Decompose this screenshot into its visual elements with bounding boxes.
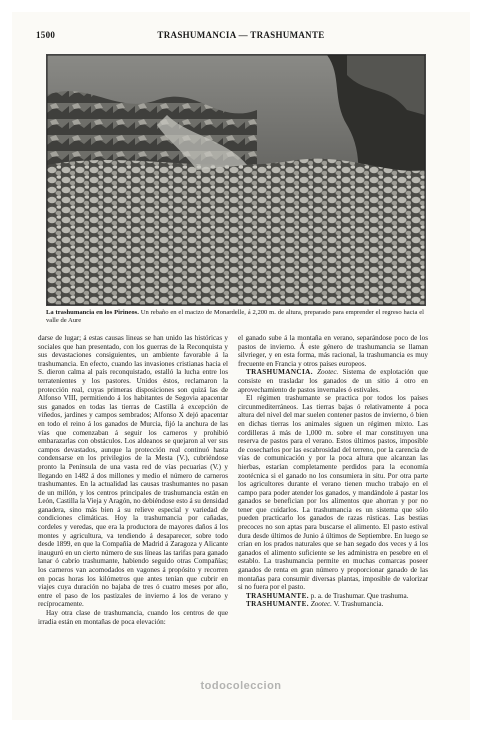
entry-definition: Sistema de explotación que consiste en trasladar los ganados de un sitio á otro en aprovechamiento de pastos invernales ó estivales.	[238, 368, 428, 394]
entry-term: TRASHUMANTE.	[246, 591, 309, 600]
page-number: 1500	[36, 30, 56, 40]
right-column	[238, 334, 428, 609]
paragraph: El régimen trashumante se practica por todos los países circunmediterráneos. Las tierras bajas ó relativamente á poca altura del nivel del mar suelen contener pastos de invierno, ó bien en dichas tierras los animales siguen un régimen mixto. Las cordilleras á más de 1,000 m. sobre el mar constituyen una reserva de pastos para el verano. Estos últimos pastos, imposible de cosecharlos por las escabrosidad del terreno, por la carencia de vías de comunicación y por la poca altura que alcanzan las hierbas, estarían completamente perdidos para la economía zootécnica si el ganado no los consumiera in situ. Por otra parte los agricultores durante el verano tienen mucho trabajo en el campo para poder atender los ganados, y mandándole á pastar los ganados se benefician por los alimentos que ahorran y por no tener que cuidarlos. La trashumancia es un sistema que sólo pueden practicarlo los ganados de razas rústicas. Las bestias precoces no son aptas para buscarse el alimento. El pasto estival dura desde últimos de Junio á últimos de Septiembre. En luego se crían en los prados naturales que se han segado dos veces y á los ganados el alimento suficiente se les administra en pesebre en el establo. La trashumancia permite en muchas comarcas poseer ganados de renta en gran número y proporcionar ganado de las montañas para consumir diversas plantas, imposible de valorizar si no fuera por el pasto.	[238, 394, 428, 592]
paragraph: Hay otra clase de trashumancia, cuando los centros de que irradia están en montañas de poca elevación:	[38, 609, 228, 626]
entry-definition: V. Trashumancia.	[333, 600, 384, 609]
dictionary-entry	[238, 592, 428, 601]
flock-photograph	[46, 54, 426, 306]
figure-caption	[46, 309, 424, 325]
entry-term: TRASHUMANCIA.	[246, 368, 313, 377]
entry-label: Zootec.	[317, 368, 339, 377]
caption-text: Un rebaño en el macizo de Monardelle, á 2,200 m. de altura, preparado para emprender el regreso hacia el valle de Aure	[46, 309, 424, 324]
entry-term: TRASHUMANTE.	[246, 600, 309, 609]
caption-lead: La trashumancia en los Pirineos.	[46, 309, 139, 316]
paragraph: darse de lugar; á estas causas lineas se han unido las históricas y sociales que han presentado, con los guerras de la Reconquista y sus devastaciones consiguientes, un ambiente favorable á la trashumancia. En efecto, cuando las invasiones cristianas hacia el S. dieron calma al país reconquistado, estalló la lucha entre los terratenientes y los pastores. Unidos éstos, reclamaron la protección real, cuyas primeras disposiciones son quizá las de Alfonso VIII, permitiendo á los habitantes de Segovia apacentar sus ganados en todas las tierras de Castilla á excepción de viñedos, jardines y campos sembrados; Alfonso X dejó apacentar en todo el reino á los ganados de Murcia, fijó la anchura de las vías que comenzaban á seguir los carneros y prohibió embarazarlas con obstáculos. Los aldeanos se quejaron al ver sus campos devastados, aunque la protección real continuó hasta condensarse en los privilegios de la Mesta (V.), cubriéndose pronto la Península de una vasta red de vías pecuarias (V.) y llegando en 1482 á dos millones y medio el número de carneros trashumantes. En la actualidad las causas trashumantes no pasan de un millón, y los centros principales de trashumancia están en León, Castilla la Vieja y Aragón, no debiéndose esto á su densidad ganadera, sino más bien á su relieve especial y variedad de condiciones climáticas. Hoy la trashumancia por cañadas, cordeles y veredas, que era la productora de mayores daños á los montes y agricultura, va tendiendo á desaparecer, sobre todo desde 1899, en que la Compañía de Madrid á Zaragoza y Alicante inauguró en un cierto número de sus líneas las tarifas para ganado lanar ó cabrío trashumante, habiendo seguido otras Compañías; los carneros van acomodados en vagones á propósito y recorren en pocas horas los kilómetros que antes tenían que cubrir en viajes cuya duración no bajaba de tres ó cuatro meses por año, entre el paso de los pastizales de invierno á los de verano y recíprocamente.	[38, 334, 229, 609]
left-column	[38, 334, 228, 626]
running-header	[36, 30, 446, 44]
dictionary-entry	[238, 600, 428, 609]
entry-label: Zootec.	[310, 600, 332, 609]
running-title: TRASHUMANCIA — TRASHUMANTE	[157, 30, 325, 40]
entry-definition: p. a. de Trashumar. Que trashuma.	[310, 591, 409, 600]
paragraph: el ganado sube á la montaña en verano, separándose poco de los pastos de invierno. Á este género de trashumancia se llaman silvrieger, y en esta forma, más racional, la trashumancia es muy frecuente en Francia y otros países europeos.	[238, 334, 428, 368]
flock-illustration	[47, 55, 425, 305]
watermark: todocoleccion	[200, 680, 282, 692]
dictionary-entry	[238, 368, 428, 394]
